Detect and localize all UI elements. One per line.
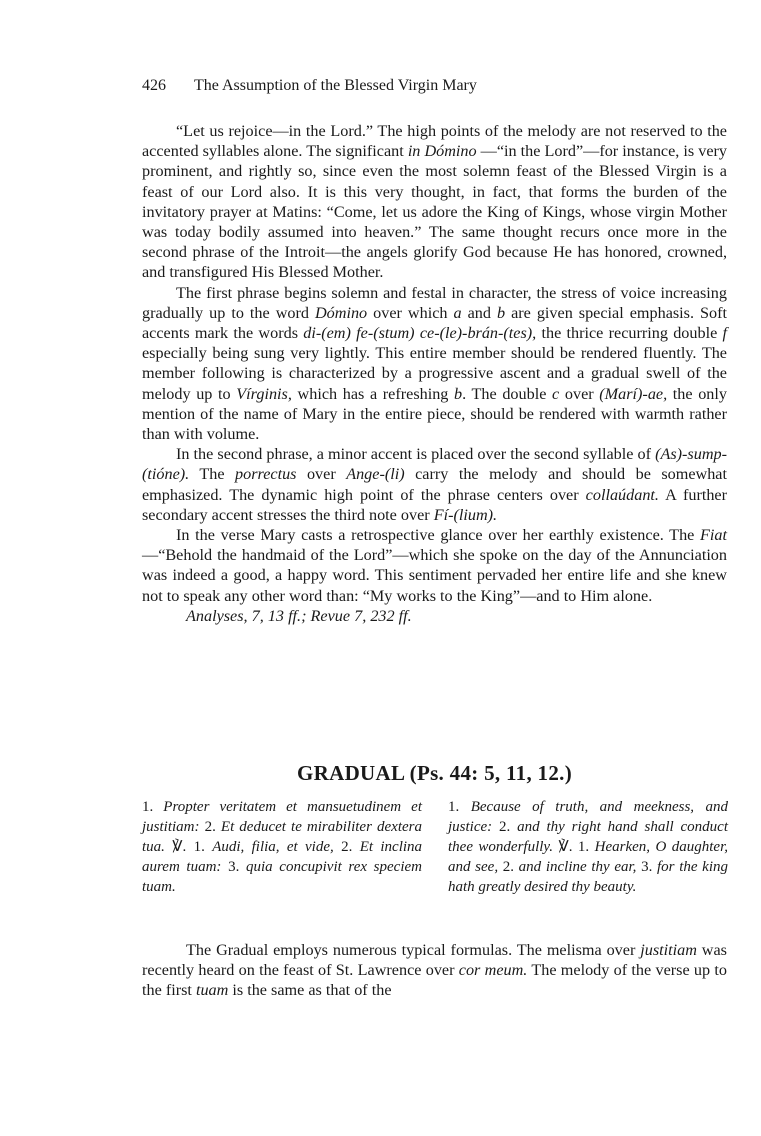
text-run: In the second phrase, a minor accent is placed over the second syllable of bbox=[176, 445, 656, 464]
italic-text: f bbox=[722, 324, 728, 343]
text-run: the only mention of the name of Mary in the entire piece, should be rendered with warmth rather than with volume. bbox=[142, 384, 727, 444]
paragraph bbox=[142, 525, 727, 606]
paragraph bbox=[142, 940, 727, 1001]
text-run: —“in the Lord”—for instance, is very prominent, and rightly so, since even the most solemn feast of the Blessed Virgin is a feast of our Lord also. It is this very thought, in fact, that forms the burden of the invitatory prayer at Matins: “Come, let us adore the King of Kings, whose virgin Mother was today bodily assumed into heaven.” The same thought recurs once more in the second phrase of the Introit—the angels glorify God because He has honored, crowned, and transfigured His Blessed Mother. bbox=[142, 142, 727, 282]
text-run: —“Behold the handmaid of the Lord”—which she spoke on the day of the Annunciation was indeed a good, a happy word. This sentiment pervaded her entire life and she knew not to speak any other word than: “My works to the King”—and to Him alone. bbox=[142, 546, 727, 605]
italic-text: Analyses bbox=[186, 606, 244, 625]
italic-text: Ange-(li) bbox=[346, 465, 405, 484]
text-run: The melody of the verse up to the first bbox=[142, 961, 727, 1000]
verse-number: 1. bbox=[142, 799, 164, 815]
text-run: which has a refreshing bbox=[291, 384, 455, 403]
text-run: “Let us rejoice—in the Lord.” The high points of the melody are not reserved to the accented syllables alone. The significant bbox=[142, 122, 727, 161]
verse-number: ℣. 1. bbox=[558, 839, 595, 855]
running-title: The Assumption of the Blessed Virgin Mary bbox=[194, 77, 477, 94]
section-heading: GRADUAL (Ps. 44: 5, 11, 12.) bbox=[297, 761, 572, 785]
text-run: are given special emphasis. Soft accents mark the words bbox=[142, 303, 728, 343]
verse-number: ℣. 1. bbox=[172, 839, 213, 855]
commentary-text bbox=[142, 121, 727, 626]
italic-text: Revue bbox=[310, 606, 351, 625]
italic-text: in Dómino bbox=[407, 142, 477, 161]
text-run: and thy right hand shall conduct thee wonderfully. bbox=[448, 819, 729, 855]
text-run: In the verse Mary casts a retrospective glance over her earthly existence. The bbox=[176, 526, 701, 545]
source-reference bbox=[142, 606, 727, 626]
italic-text: collaúdant. bbox=[585, 485, 659, 504]
verse-number: 3. bbox=[228, 859, 246, 875]
text-run: carry the melody and should be somewhat emphasized. The dynamic high point of the phrase centers over bbox=[142, 465, 727, 504]
italic-text: porrectus bbox=[235, 465, 297, 484]
text-run: the thrice recurring double bbox=[536, 324, 723, 343]
text-run: over bbox=[559, 384, 600, 403]
italic-text: tuam bbox=[195, 981, 229, 1000]
italic-text: (As)-sump-(tióne). bbox=[142, 445, 727, 484]
text-run: The first phrase begins solemn and festal in character, the stress of voice increasing gradually up to the word bbox=[142, 283, 727, 322]
text-run: The bbox=[189, 465, 236, 484]
italic-text: justitiam bbox=[640, 941, 697, 959]
text-run: Et inclina aurem tuam: bbox=[142, 839, 423, 875]
text-run: 7, 232 ff. bbox=[350, 606, 412, 625]
english-column bbox=[448, 797, 728, 897]
italic-text: b bbox=[496, 303, 506, 322]
text-run: especially being sung very lightly. This entire member should be rendered fluently. The member following is characterized by a progressive ascent and a gradual swell of the melody up to bbox=[142, 344, 727, 403]
text-run: over bbox=[296, 465, 347, 484]
text-run: A further secondary accent stresses the third note over bbox=[142, 485, 727, 524]
page-number: 426 bbox=[142, 77, 166, 94]
italic-text: di-(em) fe-(stum) ce-(le)-brán-(tes), bbox=[303, 324, 537, 343]
text-run: . The double bbox=[462, 384, 553, 403]
latin-column bbox=[142, 797, 422, 897]
text-run: and bbox=[461, 303, 497, 322]
text-run: quia concupivit rex speciem tuam. bbox=[142, 859, 422, 895]
text-run: Et deducet te mirabiliter dextera tua. bbox=[142, 819, 422, 855]
italic-text: (Marí)-ae, bbox=[599, 384, 668, 403]
closing-text bbox=[142, 940, 727, 1001]
paragraph bbox=[142, 283, 727, 445]
italic-text: cor meum. bbox=[458, 961, 528, 980]
italic-text: c bbox=[552, 384, 560, 403]
verse-number: 2. bbox=[502, 859, 519, 875]
text-run: was recently heard on the feast of St. Lawrence over bbox=[142, 941, 727, 980]
italic-text: a bbox=[453, 303, 462, 322]
text-run: over which bbox=[367, 303, 454, 322]
text-run: , 7, 13 ff.; bbox=[243, 606, 311, 625]
verse-number: 2. bbox=[499, 819, 518, 835]
text-run: Audi, filia, et vide, bbox=[212, 839, 342, 855]
text-run: Because of truth, and meekness, and justice: bbox=[448, 799, 729, 835]
italic-text: b bbox=[454, 384, 463, 403]
paragraph bbox=[142, 121, 727, 283]
text-run: is the same as that of the bbox=[228, 981, 392, 1000]
text-run: Propter veritatem et mansuetudinem et justitiam: bbox=[142, 799, 423, 835]
italic-text: Dómino bbox=[314, 303, 368, 322]
text-run: Hearken, O daughter, and see, bbox=[448, 839, 728, 875]
italic-text: Fiat bbox=[700, 526, 727, 545]
verse-number: 1. bbox=[448, 799, 471, 815]
verse-number: 2. bbox=[341, 839, 360, 855]
text-run: and incline thy ear, bbox=[518, 859, 642, 875]
italic-text: Fí-(lium). bbox=[433, 505, 498, 524]
paragraph bbox=[142, 444, 727, 525]
verse-number: 3. bbox=[641, 859, 658, 875]
running-header bbox=[142, 76, 622, 96]
text-run: The Gradual employs numerous typical formulas. The melisma over bbox=[186, 941, 641, 959]
verse-number: 2. bbox=[204, 819, 221, 835]
text-run: for the king hath greatly desired thy beauty. bbox=[448, 859, 729, 895]
italic-text: Vírginis, bbox=[236, 384, 292, 403]
